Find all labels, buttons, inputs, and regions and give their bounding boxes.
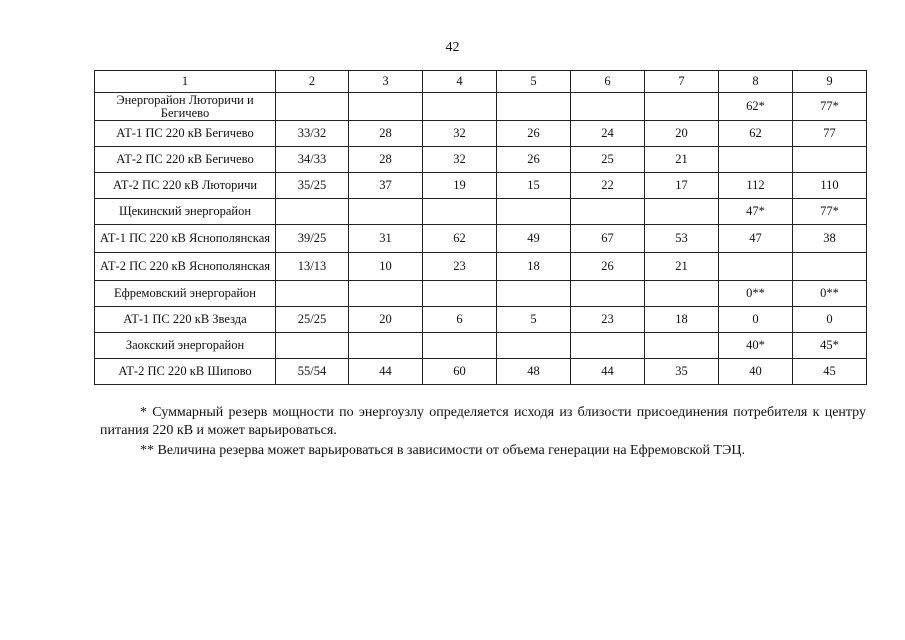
row-name-cell: Энергорайон Люторичи и Бегичево [95,93,276,121]
table-cell [793,147,867,173]
table-row [95,147,867,173]
table-cell: 77* [793,93,867,121]
row-name-cell: Заокский энергорайон [95,333,276,359]
table-row [95,307,867,333]
table-cell [349,333,423,359]
table-cell: 26 [571,253,645,281]
table-cell [793,253,867,281]
row-name-cell: АТ-2 ПС 220 кВ Шипово [95,359,276,385]
table-cell: 0 [793,307,867,333]
table-cell: 0** [719,281,793,307]
table-cell: 35 [645,359,719,385]
table-row [95,121,867,147]
table-cell: 17 [645,173,719,199]
table-cell: 0 [719,307,793,333]
table-cell: 112 [719,173,793,199]
table-cell [645,333,719,359]
table-row [95,333,867,359]
table-cell: 28 [349,121,423,147]
table-row [95,253,867,281]
table-cell: 62 [719,121,793,147]
table-cell [349,281,423,307]
table-cell: 25 [571,147,645,173]
footnote-single-asterisk: * Суммарный резерв мощности по энергоузлу определяется исходя из близости присоединения потребителя к центру питания 220 кВ и может варьироваться. [100,405,866,438]
table-cell: 18 [645,307,719,333]
table-cell: 44 [349,359,423,385]
table-cell [645,199,719,225]
table-cell: 23 [571,307,645,333]
table-cell: 33/32 [276,121,349,147]
table-cell: 45* [793,333,867,359]
table-cell: 23 [423,253,497,281]
table-cell: 6 [423,307,497,333]
table-cell: 48 [497,359,571,385]
table-cell: 19 [423,173,497,199]
footnotes [100,404,866,460]
table-cell: 35/25 [276,173,349,199]
reserve-table [94,70,867,385]
table-cell: 22 [571,173,645,199]
table-cell [276,281,349,307]
table-cell: 26 [497,121,571,147]
table-cell: 26 [497,147,571,173]
table-cell: 77* [793,199,867,225]
table-cell: 15 [497,173,571,199]
table-cell [497,199,571,225]
page-number: 42 [445,40,460,55]
header-cell: 4 [423,71,497,93]
table-cell: 53 [645,225,719,253]
table-cell: 38 [793,225,867,253]
table-cell [276,333,349,359]
table-cell: 0** [793,281,867,307]
header-cell: 1 [95,71,276,93]
table-cell [645,281,719,307]
table-cell: 28 [349,147,423,173]
header-cell: 5 [497,71,571,93]
table-cell: 20 [645,121,719,147]
table-cell: 18 [497,253,571,281]
table-cell: 40* [719,333,793,359]
table-cell: 77 [793,121,867,147]
table-cell: 62 [423,225,497,253]
table-cell [645,93,719,121]
table-row [95,173,867,199]
table-cell [497,281,571,307]
table-cell [571,199,645,225]
table-cell [276,93,349,121]
table-cell: 40 [719,359,793,385]
table-cell [423,281,497,307]
row-name-cell: АТ-2 ПС 220 кВ Бегичево [95,147,276,173]
table-cell: 67 [571,225,645,253]
table-cell: 39/25 [276,225,349,253]
row-name-cell: Щекинский энергорайон [95,199,276,225]
table-cell [719,253,793,281]
table-cell: 55/54 [276,359,349,385]
table-cell: 34/33 [276,147,349,173]
row-name-cell: АТ-1 ПС 220 кВ Яснополянская [95,225,276,253]
table-cell: 37 [349,173,423,199]
table-cell [423,333,497,359]
table-cell: 62* [719,93,793,121]
table-cell [349,93,423,121]
table-cell: 21 [645,147,719,173]
header-cell: 2 [276,71,349,93]
table-row [95,93,867,121]
row-name-cell: АТ-1 ПС 220 кВ Звезда [95,307,276,333]
header-cell: 3 [349,71,423,93]
table-row [95,225,867,253]
table-cell [571,333,645,359]
table-row [95,359,867,385]
table-cell: 21 [645,253,719,281]
table-cell: 32 [423,147,497,173]
row-name-cell: АТ-2 ПС 220 кВ Яснополянская [95,253,276,281]
table-row [95,281,867,307]
header-cell: 8 [719,71,793,93]
header-cell: 6 [571,71,645,93]
table-cell: 24 [571,121,645,147]
table-cell [423,93,497,121]
header-cell: 9 [793,71,867,93]
table-cell [349,199,423,225]
table-cell: 110 [793,173,867,199]
table-cell: 47 [719,225,793,253]
header-cell: 7 [645,71,719,93]
table-cell: 5 [497,307,571,333]
row-name-cell: АТ-1 ПС 220 кВ Бегичево [95,121,276,147]
row-name-cell: Ефремовский энергорайон [95,281,276,307]
table-cell: 31 [349,225,423,253]
table-cell [571,281,645,307]
table-cell: 49 [497,225,571,253]
footnote-double-asterisk: ** Величина резерва может варьироваться в зависимости от объема генерации на Ефремовской ТЭЦ. [140,443,745,458]
table-cell: 20 [349,307,423,333]
table-cell [497,93,571,121]
table-cell: 10 [349,253,423,281]
table-cell: 25/25 [276,307,349,333]
table-row [95,199,867,225]
table-cell: 32 [423,121,497,147]
table-cell [276,199,349,225]
table-cell [497,333,571,359]
table-cell [423,199,497,225]
table-cell [719,147,793,173]
table-cell [571,93,645,121]
table-cell: 45 [793,359,867,385]
table-cell: 60 [423,359,497,385]
table-cell: 44 [571,359,645,385]
table-header-row [95,71,867,93]
table-cell: 47* [719,199,793,225]
table-cell: 13/13 [276,253,349,281]
row-name-cell: АТ-2 ПС 220 кВ Люторичи [95,173,276,199]
